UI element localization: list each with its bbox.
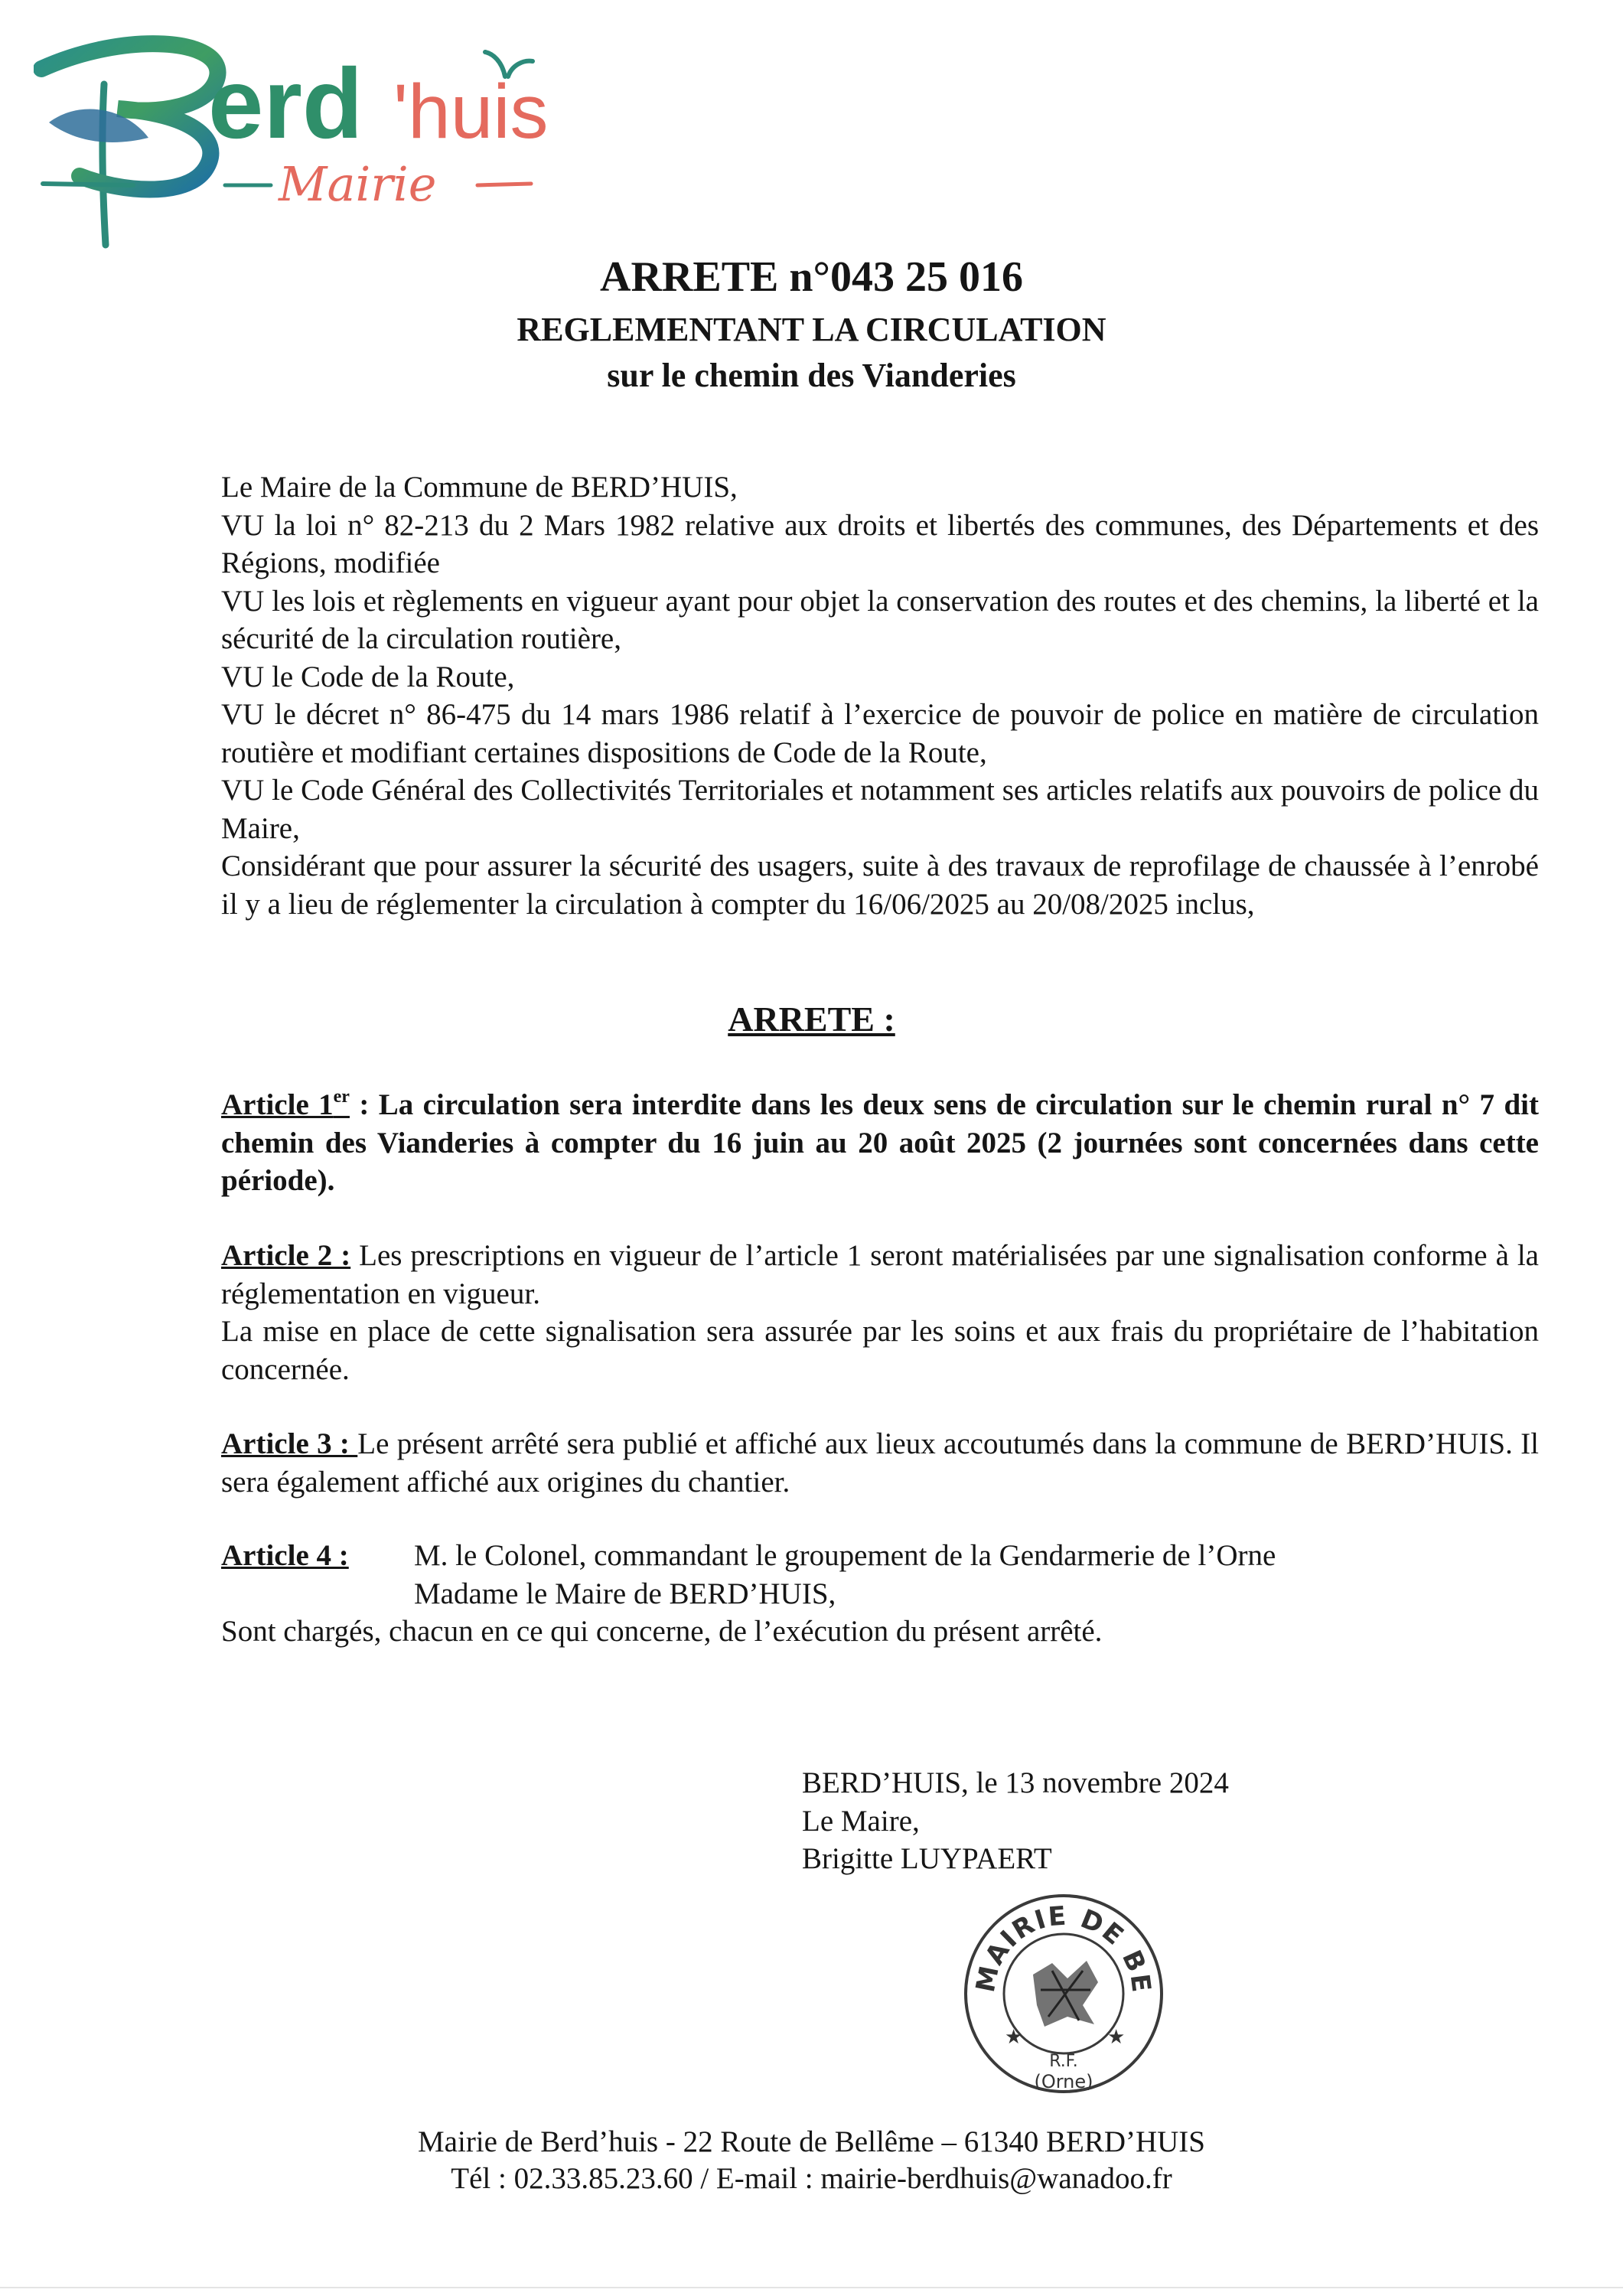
signature-name: Brigitte LUYPAERT (802, 1842, 1052, 1875)
article-1-label-suffix: : (349, 1088, 370, 1121)
article-4 (221, 1537, 1539, 1651)
article-4-label: Article 4 : (221, 1539, 349, 1572)
mairie-seal-icon (960, 1890, 1167, 2097)
decree-subtitle: REGLEMENTANT LA CIRCULATION (517, 311, 1106, 348)
article-3-text: Le présent arrêté sera publié et affiché aux lieux accoutumés dans la commune de BERD’HUIS. Il sera également affiché aux origines du chantier. (221, 1427, 1539, 1499)
preamble-line: Considérant que pour assurer la sécurité des usagers, suite à des travaux de reprofilage de chaussée à l’enrobé il y a lieu de réglementer la circulation à compter du 16/06/2025 au 20/08/2025 inclus, (221, 850, 1539, 921)
article-1-label-sup: er (333, 1087, 350, 1107)
article-1-text: La circulation sera interdite dans les deux sens de circulation sur le chemin rural n° 7 dit chemin des Vianderies à compter du 16 juin au 20 août 2025 (2 journées sont concernées dans cette période). (221, 1088, 1539, 1197)
preamble (221, 468, 1539, 923)
signature-role: Le Maire, (802, 1804, 920, 1838)
preamble-line: Le Maire de la Commune de BERD’HUIS, (221, 471, 738, 504)
article-2-text-2: La mise en place de cette signalisation sera assurée par les soins et aux frais du propriétaire de l’habitation concernée. (221, 1315, 1539, 1386)
article-1-label-prefix: Article 1 (221, 1088, 334, 1121)
commune-logo (34, 23, 554, 253)
article-2-label: Article 2 : (221, 1239, 351, 1272)
footer-address: Mairie de Berd’huis - 22 Route de Bellême – 61340 BERD’HUIS (418, 2125, 1205, 2158)
preamble-line: VU le Code de la Route, (221, 660, 515, 693)
preamble-line: VU les lois et règlements en vigueur ayant pour objet la conservation des routes et des chemins, la liberté et la sécurité de la circulation routière, (221, 584, 1539, 655)
decree-subject: sur le chemin des Vianderies (607, 357, 1016, 394)
article-1 (221, 1086, 1539, 1200)
svg-text:MAIRIE DE BERD'HUIS: MAIRIE DE BE (970, 1900, 1157, 1996)
article-3-label: Article 3 : (221, 1427, 358, 1460)
preamble-line: VU le décret n° 86-475 du 14 mars 1986 relatif à l’exercice de pouvoir de police en matière de circulation routière et modifiant certaines dispositions de Code de la Route, (221, 698, 1539, 769)
article-4-line-2: Madame le Maire de BERD’HUIS, (414, 1577, 836, 1610)
preamble-line: VU la loi n° 82-213 du 2 Mars 1982 relative aux droits et libertés des communes, des Départements et des Régions, modifiée (221, 508, 1539, 579)
article-3 (221, 1425, 1539, 1501)
svg-text:Mairie: Mairie (279, 156, 437, 212)
article-2 (221, 1237, 1539, 1388)
svg-text:R.F.: R.F. (1049, 2052, 1078, 2071)
article-1-label (221, 1088, 350, 1121)
article-4-line-3: Sont chargés, chacun en ce qui concerne, de l’exécution du présent arrêté. (221, 1615, 1103, 1648)
footer-divider (0, 2287, 1623, 2288)
arrete-heading: ARRETE : (728, 1000, 895, 1039)
article-2-text: Les prescriptions en vigueur de l’article 1 seront matérialisées par une signalisation conforme à la réglementation en vigueur. (221, 1239, 1539, 1310)
svg-text:'huis: 'huis (393, 69, 549, 155)
decree-title: ARRETE n°043 25 016 (600, 253, 1023, 301)
article-4-line-1: M. le Colonel, commandant le groupement de la Gendarmerie de l’Orne (414, 1539, 1276, 1572)
signature-place-date: BERD’HUIS, le 13 novembre 2024 (802, 1766, 1229, 1799)
page-footer (0, 2124, 1623, 2197)
footer-contact: Tél : 02.33.85.23.60 / E-mail : mairie-berdhuis@wanadoo.fr (451, 2162, 1172, 2195)
berdhuis-logo-graphic (34, 23, 554, 253)
svg-text:★: ★ (1107, 2026, 1126, 2049)
svg-text:(Orne): (Orne) (1034, 2071, 1093, 2092)
svg-text:★: ★ (1005, 2026, 1023, 2049)
official-stamp (960, 1890, 1167, 2097)
signature-block (802, 1764, 1229, 1878)
svg-text:erd: erd (208, 47, 363, 159)
preamble-line: VU le Code Général des Collectivités Territoriales et notamment ses articles relatifs aux pouvoirs de police du Maire, (221, 774, 1539, 845)
